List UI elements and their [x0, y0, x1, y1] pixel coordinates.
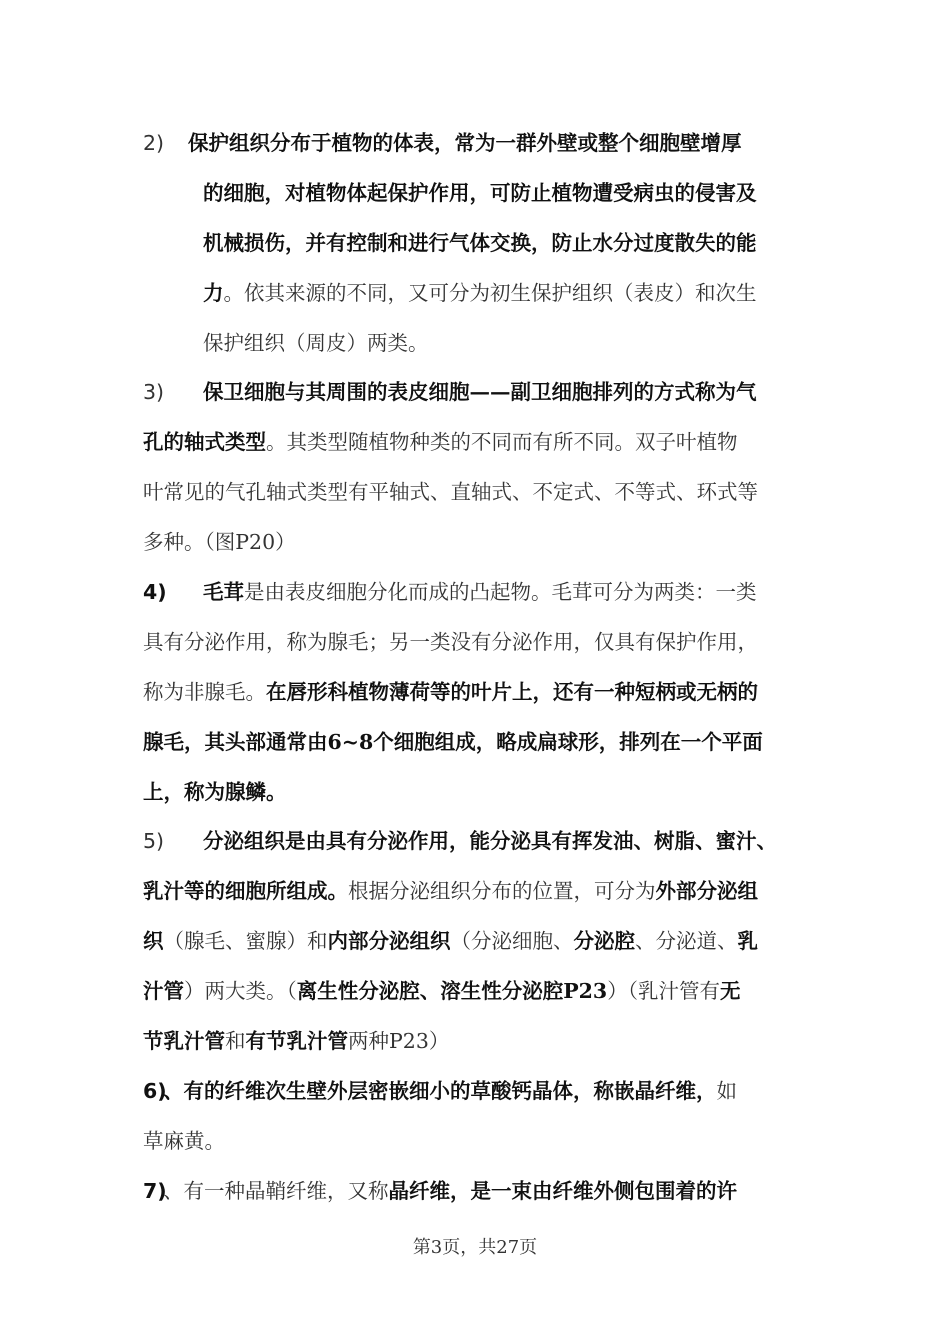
- line-text: [143, 976, 740, 1006]
- plain-text: 称为非腺毛。: [143, 680, 266, 704]
- plain-text: 草麻黄。: [143, 1129, 225, 1153]
- bold-text: 乳: [737, 929, 758, 953]
- bold-text: 腺毛，其头部通常由6~8个细胞组成，略成扁球形，排列在一个平面: [143, 730, 763, 754]
- line-text: [203, 328, 429, 358]
- line-text: [143, 777, 287, 807]
- bold-text: 分泌组织是由具有分泌作用，能分泌具有挥发油、树脂、蜜汁、: [203, 829, 777, 853]
- plain-text: （分泌细胞、: [450, 929, 574, 953]
- bold-text: 分泌腔: [573, 929, 635, 953]
- plain-text: 多种。（图P20）: [143, 530, 296, 554]
- line-text: [143, 527, 296, 557]
- bold-text: 内部分泌组织: [327, 929, 451, 953]
- line-text: [203, 577, 757, 607]
- bold-text: 离生性分泌腔、溶生性分泌腔P23: [296, 979, 608, 1003]
- line-text: [203, 228, 757, 258]
- plain-text: 具有分泌作用，称为腺毛；另一类没有分泌作用，仅具有保护作用，: [143, 630, 758, 654]
- plain-text: 两种P23）: [348, 1029, 450, 1053]
- line-text: [143, 677, 758, 707]
- line-text: [203, 178, 757, 208]
- line-text: [143, 876, 758, 906]
- line-text: [143, 627, 758, 657]
- plain-text: 如: [716, 1079, 737, 1103]
- line-text: [203, 278, 757, 308]
- bold-text: 上，称为腺鳞。: [143, 780, 287, 804]
- bold-text: 孔的轴式类型: [143, 430, 266, 454]
- bold-text: 的细胞，对植物体起保护作用，可防止植物遭受病虫的侵害及: [203, 181, 757, 205]
- plain-text: 叶常见的气孔轴式类型有平轴式、直轴式、不定式、不等式、环式等: [143, 480, 758, 504]
- line-text: [163, 1176, 737, 1206]
- plain-text: 和: [225, 1029, 246, 1053]
- bold-text: 晶纤维，是一束由纤维外侧包围着的许: [388, 1179, 737, 1203]
- bold-text: 有节乳汁管: [245, 1029, 348, 1053]
- item-number: 3): [143, 380, 165, 404]
- line-text: [163, 1076, 737, 1106]
- plain-text: ）（乳汁管有: [607, 979, 720, 1003]
- line-text: [203, 377, 757, 407]
- bold-text: 外部分泌组: [655, 879, 758, 903]
- plain-text: ）两大类。（: [184, 979, 297, 1003]
- item-number: 7): [143, 1179, 167, 1203]
- line-text: [188, 128, 742, 158]
- plain-text: 。依其来源的不同，又可分为初生保护组织（表皮）和次生: [223, 281, 757, 305]
- line-text: [143, 1026, 449, 1056]
- item-number: 2): [143, 131, 165, 155]
- line-text: [143, 727, 763, 757]
- line-text: [143, 427, 738, 457]
- item-number: 5): [143, 829, 165, 853]
- line-text: [143, 926, 758, 956]
- bold-text: 、有的纤维次生壁外层密嵌细小的草酸钙晶体，称嵌晶纤维，: [163, 1079, 717, 1103]
- line-text: [203, 826, 777, 856]
- bold-text: 力: [203, 281, 224, 305]
- line-text: [143, 1126, 225, 1156]
- bold-text: 乳汁等的细胞所组成。: [143, 879, 348, 903]
- bold-text: 织: [143, 929, 164, 953]
- plain-text: 、有一种晶鞘纤维，又称: [163, 1179, 389, 1203]
- plain-text: 根据分泌组织分布的位置，可分为: [348, 879, 656, 903]
- bold-text: 毛茸: [203, 580, 244, 604]
- plain-text: 是由表皮细胞分化而成的凸起物。毛茸可分为两类：一类: [244, 580, 757, 604]
- bold-text: 保护组织分布于植物的体表，常为一群外壁或整个细胞壁增厚: [188, 131, 742, 155]
- line-text: [143, 477, 758, 507]
- bold-text: 汁管: [143, 979, 184, 1003]
- item-number: 6): [143, 1079, 167, 1103]
- bold-text: 无: [719, 979, 741, 1003]
- plain-text: 。其类型随植物种类的不同而有所不同。双子叶植物: [266, 430, 738, 454]
- bold-text: 机械损伤，并有控制和进行气体交换，防止水分过度散失的能: [203, 231, 757, 255]
- page-footer: 第3页，共27页: [412, 1237, 538, 1258]
- bold-text: 在唇形科植物薄荷等的叶片上，还有一种短柄或无柄的: [266, 680, 758, 704]
- plain-text: 、分泌道、: [635, 929, 738, 953]
- plain-text: （腺毛、蜜腺）和: [163, 929, 328, 953]
- bold-text: 保卫细胞与其周围的表皮细胞——副卫细胞排列的方式称为气: [203, 380, 757, 404]
- bold-text: 节乳汁管: [143, 1029, 225, 1053]
- item-number: 4): [143, 580, 167, 604]
- plain-text: 保护组织（周皮）两类。: [203, 331, 429, 355]
